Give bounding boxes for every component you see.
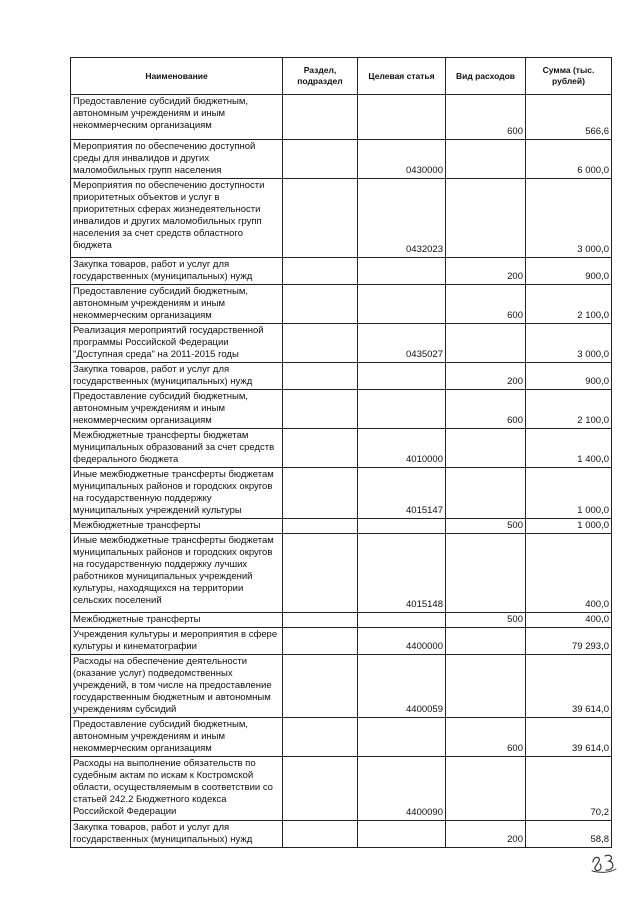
row-amount: 900,0 [526, 258, 612, 285]
row-kind [446, 655, 526, 718]
row-section [283, 390, 358, 429]
row-amount: 400,0 [526, 613, 612, 628]
row-name: Реализация мероприятий государственной программы Российской Федерации "Доступная среда" на 2011-2015 годы [71, 324, 283, 363]
row-kind: 600 [446, 285, 526, 324]
row-section [283, 613, 358, 628]
row-target [358, 613, 446, 628]
row-amount: 900,0 [526, 363, 612, 390]
row-section [283, 519, 358, 534]
row-kind: 200 [446, 258, 526, 285]
table-header-row [71, 58, 612, 95]
row-name: Предоставление субсидий бюджетным, автономным учреждениям и иным некоммерческим организациям [71, 95, 283, 140]
row-section [283, 718, 358, 757]
row-kind [446, 534, 526, 613]
table-row [71, 390, 612, 429]
row-kind: 600 [446, 390, 526, 429]
row-name: Закупка товаров, работ и услуг для государственных (муниципальных) нужд [71, 258, 283, 285]
header-kind: Вид расходов [446, 58, 526, 95]
row-amount: 39 614,0 [526, 655, 612, 718]
row-amount: 1 000,0 [526, 468, 612, 519]
row-target: 4400000 [358, 628, 446, 655]
row-amount: 2 100,0 [526, 390, 612, 429]
row-section [283, 363, 358, 390]
row-section [283, 655, 358, 718]
row-section [283, 179, 358, 258]
row-target [358, 285, 446, 324]
row-name: Учреждения культуры и мероприятия в сфере культуры и кинематографии [71, 628, 283, 655]
row-target [358, 821, 446, 848]
row-amount: 39 614,0 [526, 718, 612, 757]
row-amount: 2 100,0 [526, 285, 612, 324]
row-target: 0435027 [358, 324, 446, 363]
row-section [283, 258, 358, 285]
row-kind: 600 [446, 95, 526, 140]
row-kind [446, 468, 526, 519]
row-name: Межбюджетные трансферты [71, 613, 283, 628]
table-row [71, 179, 612, 258]
row-kind [446, 179, 526, 258]
row-name: Закупка товаров, работ и услуг для государственных (муниципальных) нужд [71, 821, 283, 848]
row-kind: 600 [446, 718, 526, 757]
row-section [283, 534, 358, 613]
table-row [71, 718, 612, 757]
row-section [283, 821, 358, 848]
row-amount: 3 000,0 [526, 179, 612, 258]
table-row [71, 628, 612, 655]
row-target: 0432023 [358, 179, 446, 258]
row-amount: 3 000,0 [526, 324, 612, 363]
row-kind: 500 [446, 519, 526, 534]
table-row [71, 655, 612, 718]
row-section [283, 429, 358, 468]
row-target [358, 363, 446, 390]
row-amount: 566,6 [526, 95, 612, 140]
row-target: 0430000 [358, 140, 446, 179]
row-amount: 6 000,0 [526, 140, 612, 179]
row-amount: 58,8 [526, 821, 612, 848]
row-section [283, 140, 358, 179]
header-amount: Сумма (тыс. рублей) [526, 58, 612, 95]
row-amount: 1 400,0 [526, 429, 612, 468]
row-name: Предоставление субсидий бюджетным, автономным учреждениям и иным некоммерческим организациям [71, 285, 283, 324]
header-target: Целевая статья [358, 58, 446, 95]
table-row [71, 95, 612, 140]
row-name: Расходы на выполнение обязательств по судебным актам по искам к Костромской области, осуществляемым в соответствии со статьей 242.2 Бюджетного кодекса Российской Федерации [71, 757, 283, 821]
row-kind [446, 429, 526, 468]
row-name: Иные межбюджетные трансферты бюджетам муниципальных районов и городских округов на государственную поддержку муниципальных учреждений культуры [71, 468, 283, 519]
row-section [283, 285, 358, 324]
table-row [71, 363, 612, 390]
table-row [71, 324, 612, 363]
row-name: Предоставление субсидий бюджетным, автономным учреждениям и иным некоммерческим организациям [71, 390, 283, 429]
row-name: Мероприятия по обеспечению доступной среды для инвалидов и других маломобильных групп населения [71, 140, 283, 179]
table-row [71, 140, 612, 179]
row-target: 4015148 [358, 534, 446, 613]
row-section [283, 757, 358, 821]
row-target: 4400059 [358, 655, 446, 718]
row-name: Закупка товаров, работ и услуг для государственных (муниципальных) нужд [71, 363, 283, 390]
row-target: 4015147 [358, 468, 446, 519]
row-target: 4010000 [358, 429, 446, 468]
row-target [358, 519, 446, 534]
row-kind: 500 [446, 613, 526, 628]
table-row [71, 285, 612, 324]
row-name: Иные межбюджетные трансферты бюджетам муниципальных районов и городских округов на государственную поддержку лучших работников муниципальных учреждений культуры, находящихся на территории сельских поселений [71, 534, 283, 613]
row-name: Предоставление субсидий бюджетным, автономным учреждениям и иным некоммерческим организациям [71, 718, 283, 757]
row-target [358, 390, 446, 429]
row-amount: 1 000,0 [526, 519, 612, 534]
table-body [71, 95, 612, 848]
row-name: Расходы на обеспечение деятельности (оказание услуг) подведомственных учреждений, в том числе на предоставление государственным бюджетным и автономным учреждениям субсидий [71, 655, 283, 718]
table-row [71, 534, 612, 613]
table-row [71, 757, 612, 821]
row-target: 4400090 [358, 757, 446, 821]
header-name: Наименование [71, 58, 283, 95]
row-target [358, 258, 446, 285]
table-row [71, 613, 612, 628]
row-amount: 70,2 [526, 757, 612, 821]
row-kind: 200 [446, 363, 526, 390]
row-section [283, 324, 358, 363]
row-name: Межбюджетные трансферты бюджетам муниципальных образований за счет средств федерального бюджета [71, 429, 283, 468]
table-row [71, 519, 612, 534]
row-kind [446, 757, 526, 821]
table-row [71, 821, 612, 848]
header-section: Раздел, подраздел [283, 58, 358, 95]
row-name: Межбюджетные трансферты [71, 519, 283, 534]
budget-table [70, 57, 612, 848]
row-section [283, 95, 358, 140]
row-amount: 79 293,0 [526, 628, 612, 655]
row-section [283, 628, 358, 655]
row-amount: 400,0 [526, 534, 612, 613]
row-kind: 200 [446, 821, 526, 848]
handwritten-page-number-icon [590, 848, 618, 874]
row-kind [446, 628, 526, 655]
table-row [71, 429, 612, 468]
row-section [283, 468, 358, 519]
row-kind [446, 140, 526, 179]
row-name: Мероприятия по обеспечению доступности приоритетных объектов и услуг в приоритетных сферах жизнедеятельности инвалидов и других маломобильных групп населения за счет средств областного бюджета [71, 179, 283, 258]
row-kind [446, 324, 526, 363]
table-row [71, 468, 612, 519]
row-target [358, 718, 446, 757]
table-row [71, 258, 612, 285]
row-target [358, 95, 446, 140]
